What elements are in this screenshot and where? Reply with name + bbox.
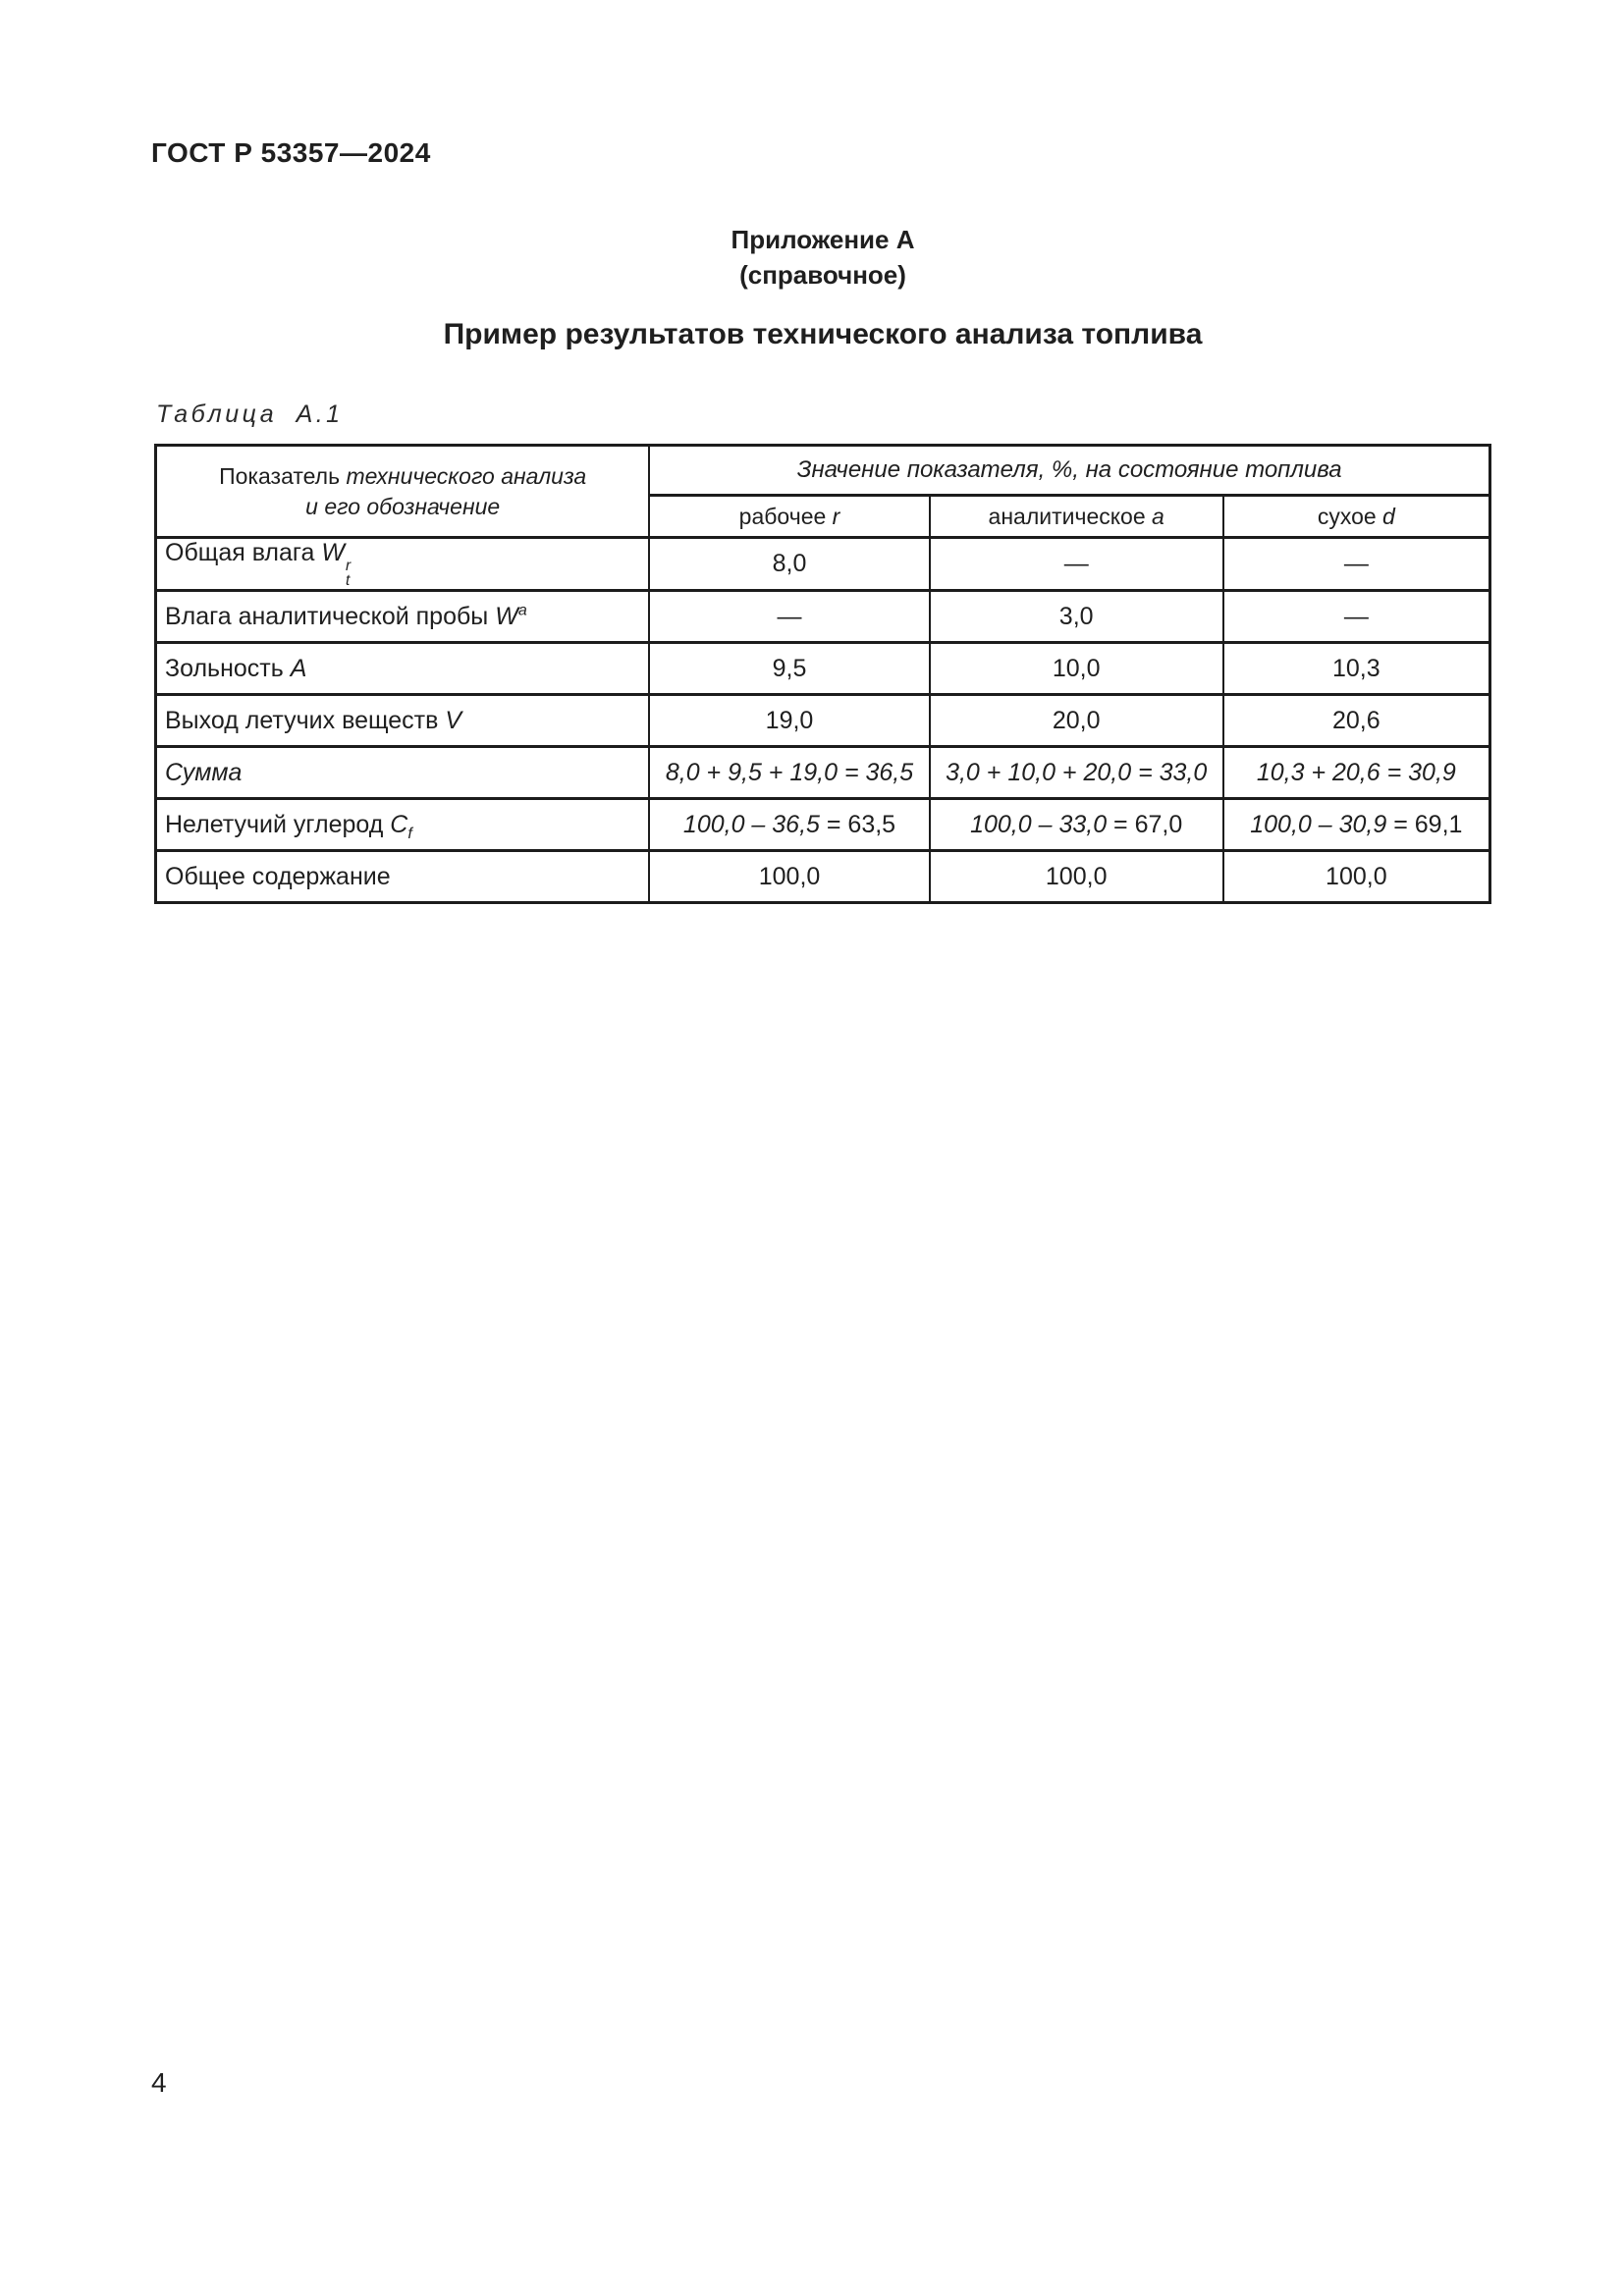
value-cell: — bbox=[1223, 591, 1490, 643]
value-cell: 20,6 bbox=[1223, 695, 1490, 747]
row-label: Влага аналитической пробы $W^a$ bbox=[156, 591, 650, 643]
header-value-span: Значение показателя, %, на состояние топлива bbox=[649, 446, 1489, 496]
appendix-type: (справочное) bbox=[739, 260, 906, 290]
analysis-table bbox=[154, 444, 1491, 904]
row-label: Общая влага W r t bbox=[156, 538, 650, 591]
appendix-label: Приложение А bbox=[731, 225, 915, 254]
value-cell: — bbox=[649, 591, 929, 643]
row-label: Выход летучих веществ V bbox=[156, 695, 650, 747]
table-row bbox=[156, 851, 1490, 903]
value-cell: 8,0 bbox=[649, 538, 929, 591]
page-number: 4 bbox=[151, 2067, 167, 2098]
table-row bbox=[156, 538, 1490, 591]
sup-sub-index: r t bbox=[345, 557, 352, 590]
value-cell: 100,0 – 30,9 = 69,1 bbox=[1223, 799, 1490, 851]
value-cell: 100,0 – 33,0 = 67,0 bbox=[930, 799, 1223, 851]
table-row bbox=[156, 747, 1490, 799]
value-cell: 19,0 bbox=[649, 695, 929, 747]
value-cell: 100,0 – 36,5 = 63,5 bbox=[649, 799, 929, 851]
row-label: Нелетучий углерод $C_f$ bbox=[156, 799, 650, 851]
table-body bbox=[156, 538, 1490, 903]
table-row bbox=[156, 799, 1490, 851]
table-row bbox=[156, 643, 1490, 695]
document-code: ГОСТ Р 53357—2024 bbox=[151, 137, 431, 168]
value-cell: 8,0 + 9,5 + 19,0 = 36,5 bbox=[649, 747, 929, 799]
row-label: Зольность A bbox=[156, 643, 650, 695]
value-cell: 100,0 bbox=[1223, 851, 1490, 903]
table-header bbox=[156, 446, 1490, 538]
value-cell: 3,0 bbox=[930, 591, 1223, 643]
appendix-heading bbox=[154, 222, 1491, 293]
value-cell: — bbox=[930, 538, 1223, 591]
header-analytical-state: аналитическое a bbox=[930, 496, 1223, 538]
value-cell: 10,3 + 20,6 = 30,9 bbox=[1223, 747, 1490, 799]
row-label: Общее содержание bbox=[156, 851, 650, 903]
header-indicator: Показатель технического анализа и его обозначение bbox=[156, 446, 650, 538]
header-dry-state: сухое d bbox=[1223, 496, 1490, 538]
value-cell: — bbox=[1223, 538, 1490, 591]
header-row-1 bbox=[156, 446, 1490, 496]
row-label: Сумма bbox=[156, 747, 650, 799]
table-caption: Таблица А.1 bbox=[156, 400, 344, 428]
value-cell: 100,0 bbox=[649, 851, 929, 903]
value-cell: 3,0 + 10,0 + 20,0 = 33,0 bbox=[930, 747, 1223, 799]
value-cell: 20,0 bbox=[930, 695, 1223, 747]
page-title: Пример результатов технического анализа топлива bbox=[443, 318, 1203, 350]
header-working-state: рабочее r bbox=[649, 496, 929, 538]
value-cell: 10,3 bbox=[1223, 643, 1490, 695]
value-cell: 100,0 bbox=[930, 851, 1223, 903]
table-row bbox=[156, 591, 1490, 643]
value-cell: 9,5 bbox=[649, 643, 929, 695]
value-cell: 10,0 bbox=[930, 643, 1223, 695]
table-row bbox=[156, 695, 1490, 747]
